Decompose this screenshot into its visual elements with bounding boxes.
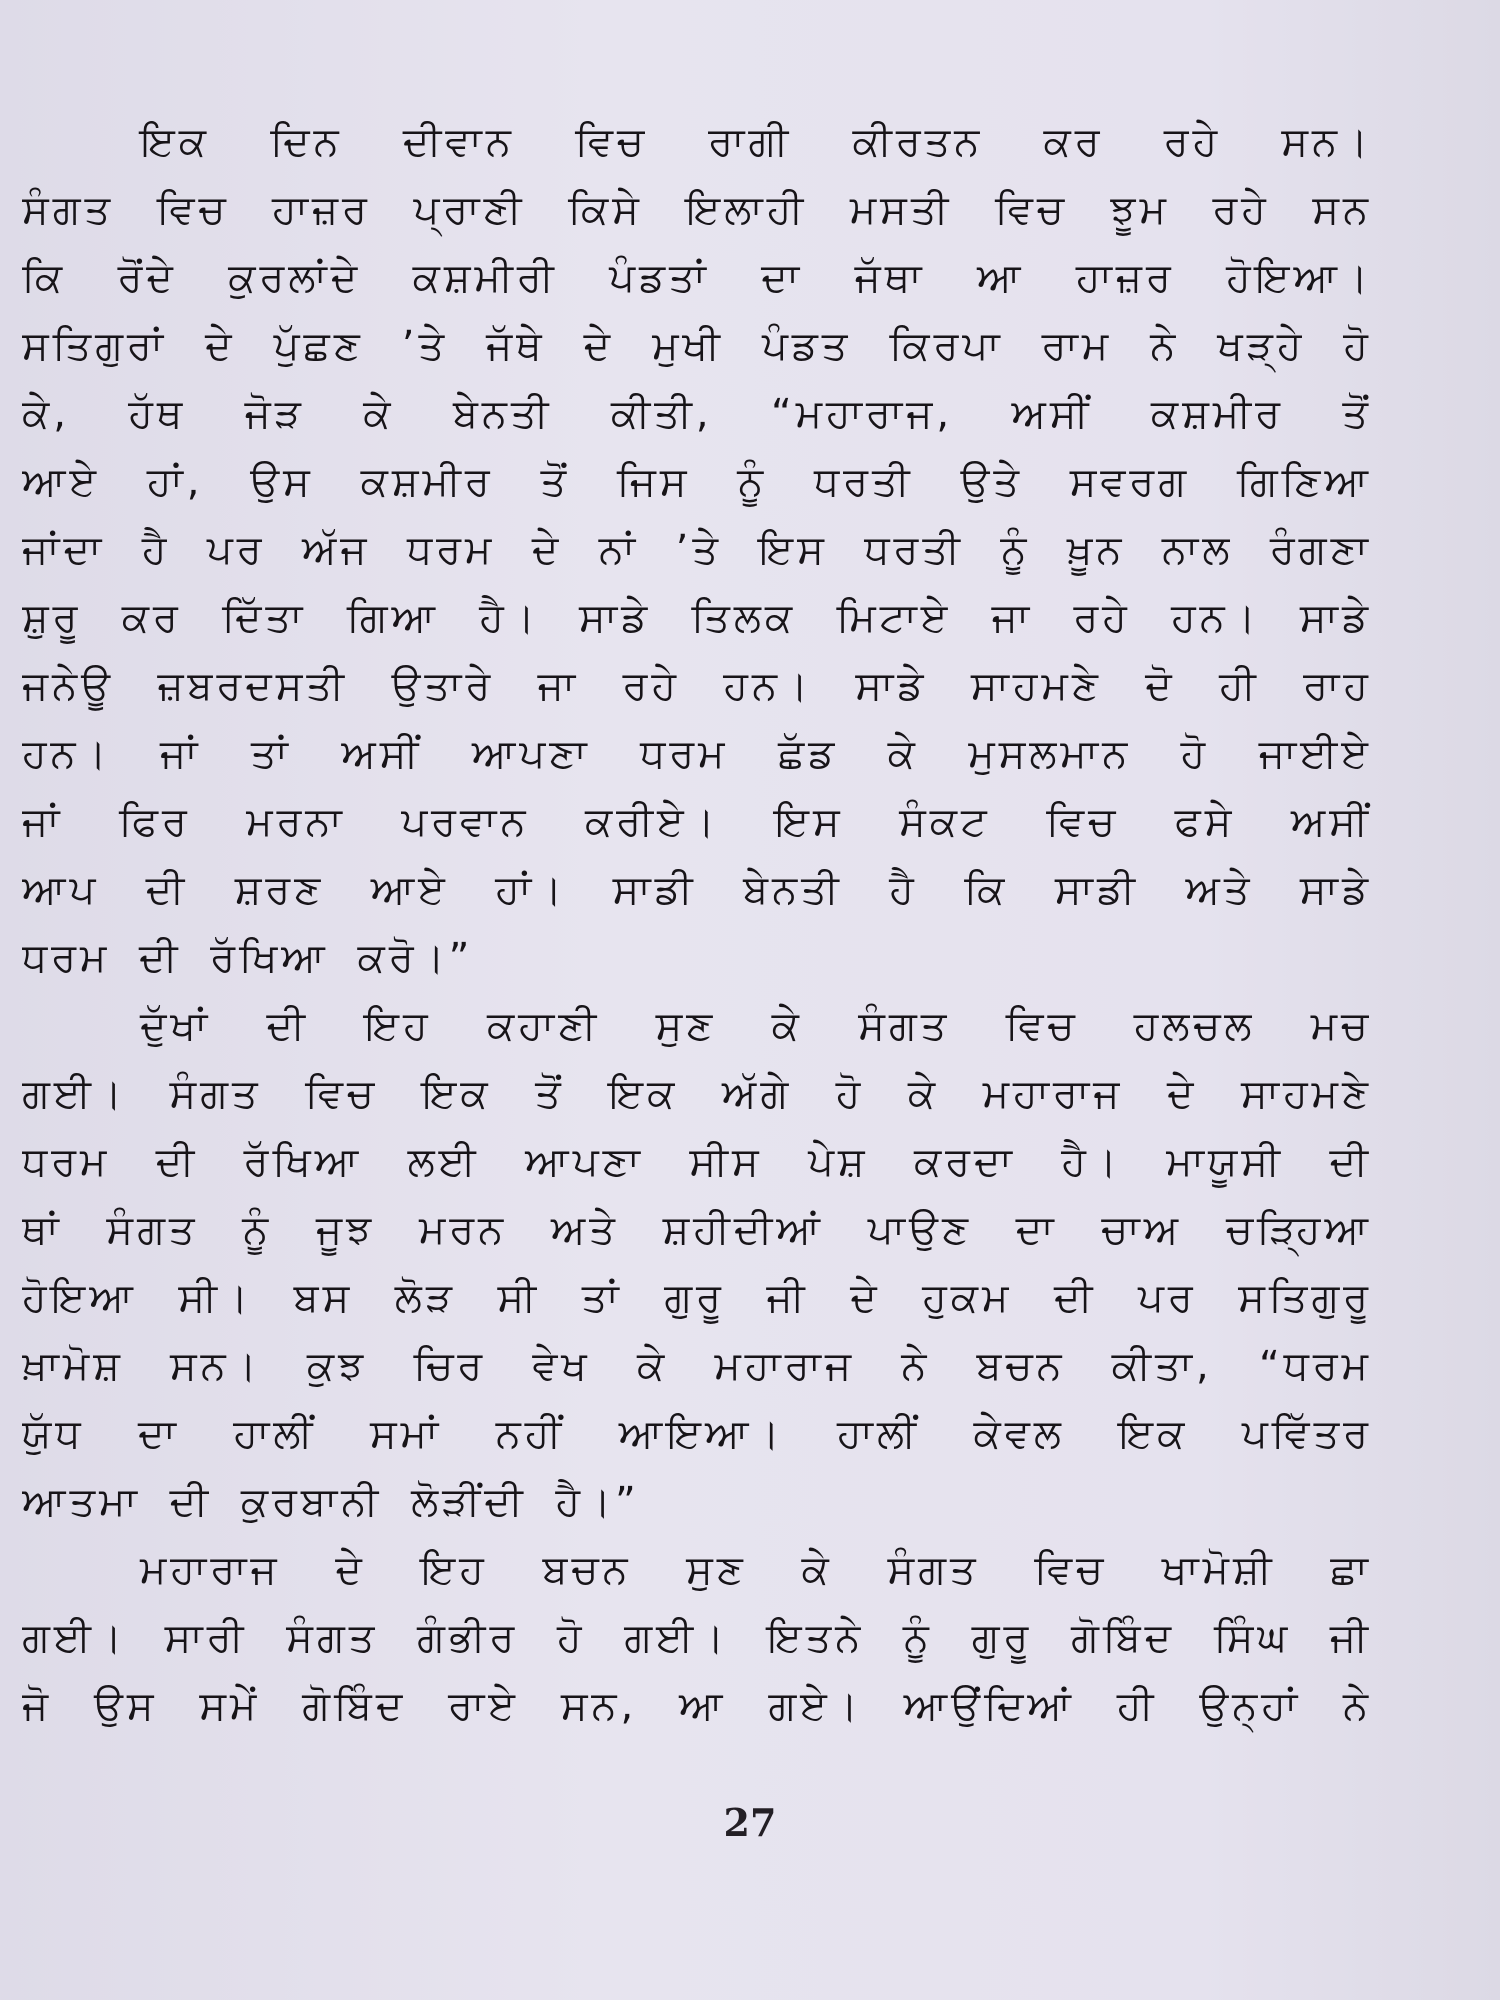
text-line: ਸਤਿਗੁਰਾਂ ਦੇ ਪੁੱਛਣ ’ਤੇ ਜੱਥੇ ਦੇ ਮੁਖੀ ਪੰਡਤ ਕਿਰਪਾ ਰਾਮ ਨੇ ਖੜ੍ਹੇ ਹੋ (22, 323, 1372, 369)
text-line: ਕੇ, ਹੱਥ ਜੋੜ ਕੇ ਬੇਨਤੀ ਕੀਤੀ, “ਮਹਾਰਾਜ, ਅਸੀਂ ਕਸ਼ਮੀਰ ਤੋਂ (22, 391, 1372, 437)
paragraph-3 (22, 1536, 1372, 1740)
text-line: ਖ਼ਾਮੋਸ਼ ਸਨ। ਕੁਝ ਚਿਰ ਵੇਖ ਕੇ ਮਹਾਰਾਜ ਨੇ ਬਚਨ ਕੀਤਾ, “ਧਰਮ (22, 1343, 1372, 1389)
text-line: ਜਾਂ ਫਿਰ ਮਰਨਾ ਪਰਵਾਨ ਕਰੀਏ। ਇਸ ਸੰਕਟ ਵਿਚ ਫਸੇ ਅਸੀਂ (22, 799, 1372, 845)
text-line: ਥਾਂ ਸੰਗਤ ਨੂੰ ਜੂਝ ਮਰਨ ਅਤੇ ਸ਼ਹੀਦੀਆਂ ਪਾਉਣ ਦਾ ਚਾਅ ਚੜ੍ਹਿਆ (22, 1207, 1372, 1253)
text-line: ਜਾਂਦਾ ਹੈ ਪਰ ਅੱਜ ਧਰਮ ਦੇ ਨਾਂ ’ਤੇ ਇਸ ਧਰਤੀ ਨੂੰ ਖ਼ੂਨ ਨਾਲ ਰੰਗਣਾ (22, 527, 1372, 573)
text-line: ਆਏ ਹਾਂ, ਉਸ ਕਸ਼ਮੀਰ ਤੋਂ ਜਿਸ ਨੂੰ ਧਰਤੀ ਉਤੇ ਸਵਰਗ ਗਿਣਿਆ (22, 459, 1372, 505)
text-line: ਹਨ। ਜਾਂ ਤਾਂ ਅਸੀਂ ਆਪਣਾ ਧਰਮ ਛੱਡ ਕੇ ਮੁਸਲਮਾਨ ਹੋ ਜਾਈਏ (22, 731, 1372, 777)
text-line: ਹੋਇਆ ਸੀ। ਬਸ ਲੋੜ ਸੀ ਤਾਂ ਗੁਰੂ ਜੀ ਦੇ ਹੁਕਮ ਦੀ ਪਰ ਸਤਿਗੁਰੂ (22, 1275, 1372, 1321)
text-line: ਜੋ ਉਸ ਸਮੇਂ ਗੋਬਿੰਦ ਰਾਏ ਸਨ, ਆ ਗਏ। ਆਉਂਦਿਆਂ ਹੀ ਉਨ੍ਹਾਂ ਨੇ (22, 1683, 1372, 1729)
text-line: ਆਪ ਦੀ ਸ਼ਰਣ ਆਏ ਹਾਂ। ਸਾਡੀ ਬੇਨਤੀ ਹੈ ਕਿ ਸਾਡੀ ਅਤੇ ਸਾਡੇ (22, 867, 1372, 913)
paragraph-1 (22, 108, 1372, 992)
text-line: ਸ਼ੁਰੂ ਕਰ ਦਿੱਤਾ ਗਿਆ ਹੈ। ਸਾਡੇ ਤਿਲਕ ਮਿਟਾਏ ਜਾ ਰਹੇ ਹਨ। ਸਾਡੇ (22, 595, 1372, 641)
text-line: ਕਿ ਰੋਂਦੇ ਕੁਰਲਾਂਦੇ ਕਸ਼ਮੀਰੀ ਪੰਡਤਾਂ ਦਾ ਜੱਥਾ ਆ ਹਾਜ਼ਰ ਹੋਇਆ। (22, 255, 1372, 301)
text-line: ਆਤਮਾ ਦੀ ਕੁਰਬਾਨੀ ਲੋੜੀਂਦੀ ਹੈ।” (22, 1479, 640, 1525)
page-number: 27 (723, 1800, 777, 1845)
body-text (22, 108, 1372, 1740)
text-line: ਧਰਮ ਦੀ ਰੱਖਿਆ ਲਈ ਆਪਣਾ ਸੀਸ ਪੇਸ਼ ਕਰਦਾ ਹੈ। ਮਾਯੂਸੀ ਦੀ (22, 1139, 1372, 1185)
text-line: ਦੁੱਖਾਂ ਦੀ ਇਹ ਕਹਾਣੀ ਸੁਣ ਕੇ ਸੰਗਤ ਵਿਚ ਹਲਚਲ ਮਚ (140, 1003, 1372, 1049)
text-line: ਸੰਗਤ ਵਿਚ ਹਾਜ਼ਰ ਪ੍ਰਾਣੀ ਕਿਸੇ ਇਲਾਹੀ ਮਸਤੀ ਵਿਚ ਝੂਮ ਰਹੇ ਸਨ (22, 187, 1372, 233)
text-line: ਧਰਮ ਦੀ ਰੱਖਿਆ ਕਰੋ।” (22, 935, 474, 981)
text-line: ਮਹਾਰਾਜ ਦੇ ਇਹ ਬਚਨ ਸੁਣ ਕੇ ਸੰਗਤ ਵਿਚ ਖਾਮੋਸ਼ੀ ਛਾ (140, 1547, 1372, 1593)
text-line: ਗਈ। ਸਾਰੀ ਸੰਗਤ ਗੰਭੀਰ ਹੋ ਗਈ। ਇਤਨੇ ਨੂੰ ਗੁਰੂ ਗੋਬਿੰਦ ਸਿੰਘ ਜੀ (22, 1615, 1372, 1661)
text-line: ਜਨੇਊ ਜ਼ਬਰਦਸਤੀ ਉਤਾਰੇ ਜਾ ਰਹੇ ਹਨ। ਸਾਡੇ ਸਾਹਮਣੇ ਦੋ ਹੀ ਰਾਹ (22, 663, 1372, 709)
paragraph-2 (22, 992, 1372, 1536)
text-line: ਇਕ ਦਿਨ ਦੀਵਾਨ ਵਿਚ ਰਾਗੀ ਕੀਰਤਨ ਕਰ ਰਹੇ ਸਨ। (140, 119, 1372, 165)
text-line: ਯੁੱਧ ਦਾ ਹਾਲੀਂ ਸਮਾਂ ਨਹੀਂ ਆਇਆ। ਹਾਲੀਂ ਕੇਵਲ ਇਕ ਪਵਿੱਤਰ (22, 1411, 1372, 1457)
text-line: ਗਈ। ਸੰਗਤ ਵਿਚ ਇਕ ਤੋਂ ਇਕ ਅੱਗੇ ਹੋ ਕੇ ਮਹਾਰਾਜ ਦੇ ਸਾਹਮਣੇ (22, 1071, 1372, 1117)
